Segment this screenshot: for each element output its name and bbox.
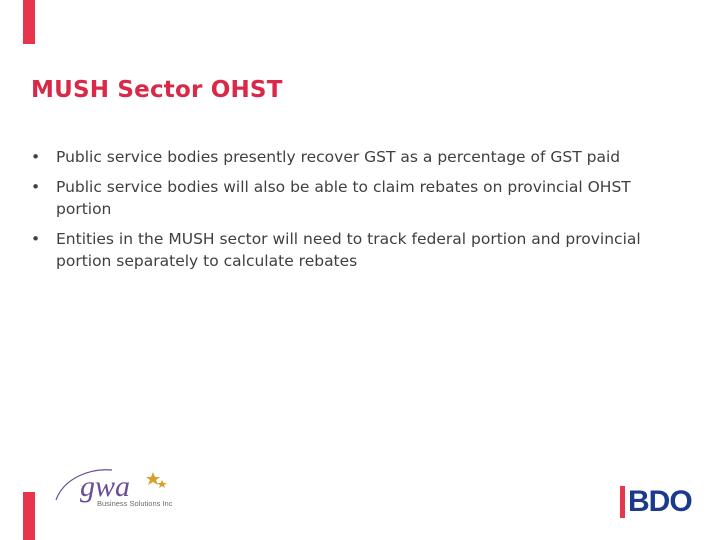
- gwa-logo-graphic: [50, 460, 185, 524]
- bullet-text: Entities in the MUSH sector will need to track federal portion and provincial portion separately to calculate rebates: [56, 230, 641, 270]
- bullet-item: [31, 176, 691, 220]
- bullet-item: [31, 146, 691, 168]
- bullet-text: Public service bodies will also be able to claim rebates on provincial OHST portion: [56, 178, 631, 218]
- bottom-accent-bar: [23, 492, 35, 540]
- top-accent-bar: [23, 0, 35, 44]
- bullet-text: Public service bodies presently recover GST as a percentage of GST paid: [56, 148, 621, 166]
- star-icon: [157, 480, 167, 488]
- gwa-caption: Business Solutions Inc: [97, 499, 173, 508]
- bullet-marker: •: [31, 230, 41, 248]
- gwa-wordmark: gwa: [80, 470, 131, 503]
- bdo-logo-bar: [620, 486, 625, 518]
- gwa-logo: [50, 460, 185, 524]
- bullet-marker: •: [31, 178, 41, 196]
- bullet-list: [31, 146, 691, 280]
- bullet-marker: •: [31, 148, 41, 166]
- bullet-item: [31, 228, 691, 272]
- bdo-logo: [620, 486, 692, 518]
- slide-title: MUSH Sector OHST: [31, 77, 283, 103]
- bdo-wordmark: BDO: [628, 485, 692, 518]
